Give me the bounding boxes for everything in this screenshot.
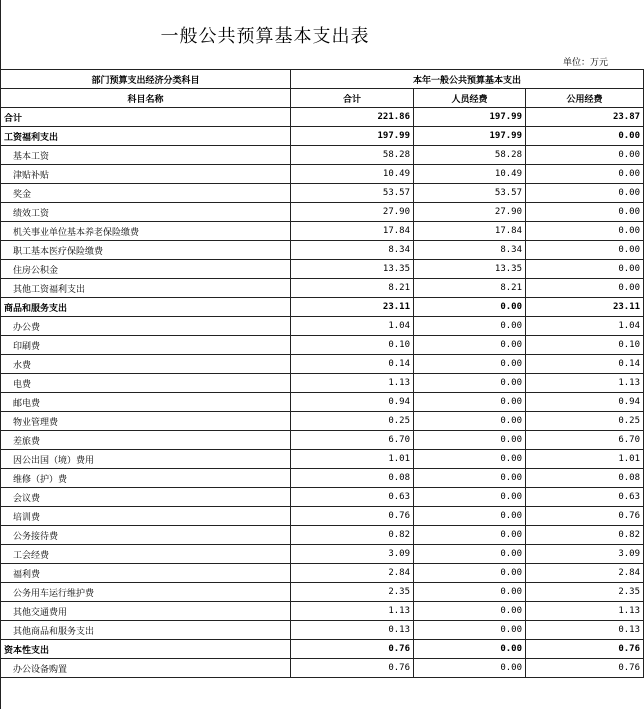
table-row xyxy=(1,488,644,507)
table-row xyxy=(1,602,644,621)
header-col-personnel: 人员经费 xyxy=(414,89,526,108)
row-name: 维修（护）费 xyxy=(1,469,291,488)
header-row-columns xyxy=(1,89,644,108)
row-name: 商品和服务支出 xyxy=(1,298,291,317)
row-personnel: 53.57 xyxy=(414,184,526,203)
row-name: 办公设备购置 xyxy=(1,659,291,678)
table-row xyxy=(1,108,644,127)
row-public: 1.04 xyxy=(526,317,644,336)
row-public: 0.14 xyxy=(526,355,644,374)
row-total: 17.84 xyxy=(291,222,414,241)
row-name: 邮电费 xyxy=(1,393,291,412)
row-personnel: 197.99 xyxy=(414,127,526,146)
table-row xyxy=(1,146,644,165)
row-personnel: 0.00 xyxy=(414,469,526,488)
row-name: 工会经费 xyxy=(1,545,291,564)
row-name: 会议费 xyxy=(1,488,291,507)
row-total: 1.04 xyxy=(291,317,414,336)
row-personnel: 0.00 xyxy=(414,336,526,355)
header-group-left: 部门预算支出经济分类科目 xyxy=(1,70,291,89)
row-name: 基本工资 xyxy=(1,146,291,165)
header-col-public: 公用经费 xyxy=(526,89,644,108)
table-row xyxy=(1,222,644,241)
row-public: 0.63 xyxy=(526,488,644,507)
row-total: 53.57 xyxy=(291,184,414,203)
row-name: 机关事业单位基本养老保险缴费 xyxy=(1,222,291,241)
table-row xyxy=(1,545,644,564)
table-row xyxy=(1,450,644,469)
row-name: 水费 xyxy=(1,355,291,374)
row-personnel: 0.00 xyxy=(414,355,526,374)
row-personnel: 0.00 xyxy=(414,393,526,412)
table-row xyxy=(1,412,644,431)
row-personnel: 197.99 xyxy=(414,108,526,127)
row-name: 工资福利支出 xyxy=(1,127,291,146)
row-public: 2.84 xyxy=(526,564,644,583)
row-public: 0.82 xyxy=(526,526,644,545)
table-row xyxy=(1,507,644,526)
row-personnel: 0.00 xyxy=(414,488,526,507)
row-public: 0.00 xyxy=(526,146,644,165)
table-row xyxy=(1,583,644,602)
row-name: 绩效工资 xyxy=(1,203,291,222)
row-total: 2.35 xyxy=(291,583,414,602)
row-personnel: 0.00 xyxy=(414,602,526,621)
row-public: 0.76 xyxy=(526,507,644,526)
row-name: 合计 xyxy=(1,108,291,127)
row-name: 公务用车运行维护费 xyxy=(1,583,291,602)
row-total: 3.09 xyxy=(291,545,414,564)
row-personnel: 0.00 xyxy=(414,659,526,678)
row-name: 培训费 xyxy=(1,507,291,526)
row-personnel: 8.34 xyxy=(414,241,526,260)
row-total: 0.14 xyxy=(291,355,414,374)
header-group-right: 本年一般公共预算基本支出 xyxy=(291,70,644,89)
table-row xyxy=(1,659,644,678)
row-public: 1.13 xyxy=(526,602,644,621)
table-row xyxy=(1,241,644,260)
row-name: 差旅费 xyxy=(1,431,291,450)
row-name: 福利费 xyxy=(1,564,291,583)
budget-table xyxy=(0,69,644,678)
row-name: 其他工资福利支出 xyxy=(1,279,291,298)
table-row xyxy=(1,621,644,640)
table-row xyxy=(1,640,644,659)
header-col-total: 合计 xyxy=(291,89,414,108)
unit-label: 单位：万元 xyxy=(562,58,608,68)
header-row-group xyxy=(1,70,644,89)
row-personnel: 0.00 xyxy=(414,564,526,583)
row-name: 资本性支出 xyxy=(1,640,291,659)
table-row xyxy=(1,336,644,355)
table-row xyxy=(1,393,644,412)
row-name: 电费 xyxy=(1,374,291,393)
row-personnel: 0.00 xyxy=(414,298,526,317)
row-total: 1.01 xyxy=(291,450,414,469)
table-row xyxy=(1,317,644,336)
table-row xyxy=(1,469,644,488)
row-public: 0.00 xyxy=(526,165,644,184)
row-name: 物业管理费 xyxy=(1,412,291,431)
table-row xyxy=(1,564,644,583)
row-total: 10.49 xyxy=(291,165,414,184)
row-personnel: 0.00 xyxy=(414,450,526,469)
row-total: 0.08 xyxy=(291,469,414,488)
row-total: 1.13 xyxy=(291,602,414,621)
table-row xyxy=(1,203,644,222)
row-personnel: 0.00 xyxy=(414,431,526,450)
row-total: 0.63 xyxy=(291,488,414,507)
row-public: 0.00 xyxy=(526,260,644,279)
row-public: 0.08 xyxy=(526,469,644,488)
row-total: 0.13 xyxy=(291,621,414,640)
row-personnel: 58.28 xyxy=(414,146,526,165)
row-public: 0.00 xyxy=(526,203,644,222)
row-total: 0.76 xyxy=(291,507,414,526)
table-row xyxy=(1,279,644,298)
row-total: 0.82 xyxy=(291,526,414,545)
row-public: 0.76 xyxy=(526,659,644,678)
row-personnel: 0.00 xyxy=(414,621,526,640)
row-personnel: 0.00 xyxy=(414,526,526,545)
row-public: 0.00 xyxy=(526,279,644,298)
row-total: 0.25 xyxy=(291,412,414,431)
row-total: 0.76 xyxy=(291,659,414,678)
row-name: 住房公积金 xyxy=(1,260,291,279)
row-total: 58.28 xyxy=(291,146,414,165)
row-public: 1.01 xyxy=(526,450,644,469)
row-personnel: 0.00 xyxy=(414,374,526,393)
row-public: 23.87 xyxy=(526,108,644,127)
row-public: 0.13 xyxy=(526,621,644,640)
table-row xyxy=(1,431,644,450)
row-personnel: 27.90 xyxy=(414,203,526,222)
table-row xyxy=(1,184,644,203)
row-personnel: 0.00 xyxy=(414,583,526,602)
row-public: 0.94 xyxy=(526,393,644,412)
row-personnel: 0.00 xyxy=(414,412,526,431)
row-name: 其他商品和服务支出 xyxy=(1,621,291,640)
row-total: 0.94 xyxy=(291,393,414,412)
table-row xyxy=(1,260,644,279)
table-row xyxy=(1,165,644,184)
row-personnel: 17.84 xyxy=(414,222,526,241)
row-total: 8.21 xyxy=(291,279,414,298)
row-public: 0.00 xyxy=(526,127,644,146)
row-total: 197.99 xyxy=(291,127,414,146)
header-col-name: 科目名称 xyxy=(1,89,291,108)
row-total: 8.34 xyxy=(291,241,414,260)
row-public: 1.13 xyxy=(526,374,644,393)
table-row xyxy=(1,526,644,545)
row-total: 1.13 xyxy=(291,374,414,393)
row-total: 0.10 xyxy=(291,336,414,355)
row-name: 办公费 xyxy=(1,317,291,336)
row-total: 6.70 xyxy=(291,431,414,450)
row-personnel: 0.00 xyxy=(414,545,526,564)
row-personnel: 8.21 xyxy=(414,279,526,298)
row-public: 0.76 xyxy=(526,640,644,659)
table-row xyxy=(1,298,644,317)
row-name: 其他交通费用 xyxy=(1,602,291,621)
table-row xyxy=(1,374,644,393)
row-name: 公务接待费 xyxy=(1,526,291,545)
row-name: 因公出国（境）费用 xyxy=(1,450,291,469)
page-title: 一般公共预算基本支出表 xyxy=(160,26,370,47)
row-public: 0.25 xyxy=(526,412,644,431)
row-total: 27.90 xyxy=(291,203,414,222)
row-personnel: 0.00 xyxy=(414,317,526,336)
row-total: 221.86 xyxy=(291,108,414,127)
row-public: 23.11 xyxy=(526,298,644,317)
row-name: 职工基本医疗保险缴费 xyxy=(1,241,291,260)
row-public: 2.35 xyxy=(526,583,644,602)
row-total: 2.84 xyxy=(291,564,414,583)
table-row xyxy=(1,355,644,374)
row-public: 0.10 xyxy=(526,336,644,355)
row-public: 3.09 xyxy=(526,545,644,564)
row-personnel: 10.49 xyxy=(414,165,526,184)
row-public: 0.00 xyxy=(526,184,644,203)
row-name: 津贴补贴 xyxy=(1,165,291,184)
row-name: 奖金 xyxy=(1,184,291,203)
row-public: 0.00 xyxy=(526,241,644,260)
row-total: 23.11 xyxy=(291,298,414,317)
row-public: 0.00 xyxy=(526,222,644,241)
row-public: 6.70 xyxy=(526,431,644,450)
row-personnel: 0.00 xyxy=(414,507,526,526)
table-body xyxy=(1,108,644,678)
row-personnel: 13.35 xyxy=(414,260,526,279)
row-total: 0.76 xyxy=(291,640,414,659)
row-total: 13.35 xyxy=(291,260,414,279)
row-personnel: 0.00 xyxy=(414,640,526,659)
row-name: 印刷费 xyxy=(1,336,291,355)
table-row xyxy=(1,127,644,146)
